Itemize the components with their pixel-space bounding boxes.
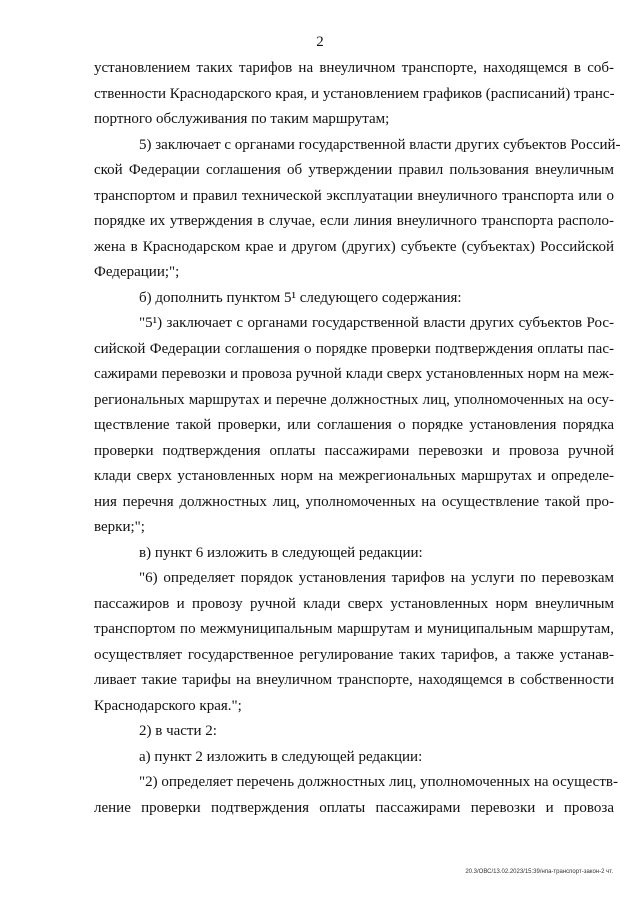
text-line: "2) определяет перечень должностных лиц, уполномоченных на осуществ- [139, 774, 618, 790]
text-line: ской Федерации соглашения об утверждении правил пользования внеуличным [94, 162, 614, 178]
text-line: Федерации;"; [94, 264, 180, 280]
text-line: Краснодарского края."; [94, 697, 242, 714]
text-line: ния перечня должностных лиц, уполномоченных на осуществление такой про- [94, 493, 614, 510]
text-line: верки;"; [94, 519, 145, 535]
text-line: портного обслуживания по таким маршрутам; [94, 111, 390, 127]
text-line: 5) заключает с органами государственной власти других субъектов Россий- [139, 136, 621, 153]
text-line: в) пункт 6 изложить в следующей редакции: [139, 544, 423, 561]
text-line: проверки подтверждения оплаты пассажирами перевозки и провоза ручной [94, 442, 614, 459]
document-footer-stamp: 20.3/ОВС/13.02.2023/15:39/нпа-транспорт-закон-2 чт. [465, 869, 613, 875]
text-line: порядке их утверждения в случае, если линия внеуличного транспорта располо- [94, 213, 614, 229]
document-body [94, 56, 621, 821]
text-line: осуществляет государственное регулирование таких тарифов, а также устанав- [94, 646, 614, 663]
page-number: 2 [316, 34, 324, 50]
text-line: "5¹) заключает с органами государственной власти других субъектов Рос- [139, 315, 614, 331]
text-line: транспортом и правил технической эксплуатации внеуличного транспорта или о [94, 187, 614, 204]
text-line: сийской Федерации соглашения о порядке проверки подтверждения оплаты пас- [94, 340, 614, 357]
text-line: клади сверх установленных норм на межрегиональных маршрутах и определе- [94, 468, 614, 484]
text-line: пассажиров и провозу ручной клади сверх установленных норм внеуличным [94, 595, 614, 612]
text-line: сажирами перевозки и провоза ручной клади сверх установленных норм на меж- [94, 366, 614, 382]
text-line: жена в Краснодарском крае и другом (других) субъекте (субъектах) Российской [94, 238, 614, 255]
text-line: транспортом по межмуниципальным маршрутам и муниципальным маршрутам, [94, 621, 614, 637]
text-line: ществление такой проверки, или соглашения о порядке установления порядка [94, 417, 614, 433]
text-line: региональных маршрутах и перечне должностных лиц, уполномоченных на осу- [94, 391, 614, 408]
text-line: "6) определяет порядок установления тарифов на услуги по перевозкам [139, 570, 614, 586]
text-line: ливает такие тарифы на внеуличном транспорте, находящемся в собственности [94, 672, 614, 688]
text-line: а) пункт 2 изложить в следующей редакции: [139, 748, 423, 765]
text-line: установлением таких тарифов на внеуличном транспорте, находящемся в соб- [94, 60, 614, 76]
text-line: б) дополнить пунктом 5¹ следующего содержания: [139, 289, 462, 306]
text-line: ление проверки подтверждения оплаты пассажирами перевозки и провоза [94, 799, 614, 816]
text-line: ственности Краснодарского края, и установлением графиков (расписаний) транс- [94, 85, 615, 102]
text-line: 2) в части 2: [139, 723, 217, 739]
